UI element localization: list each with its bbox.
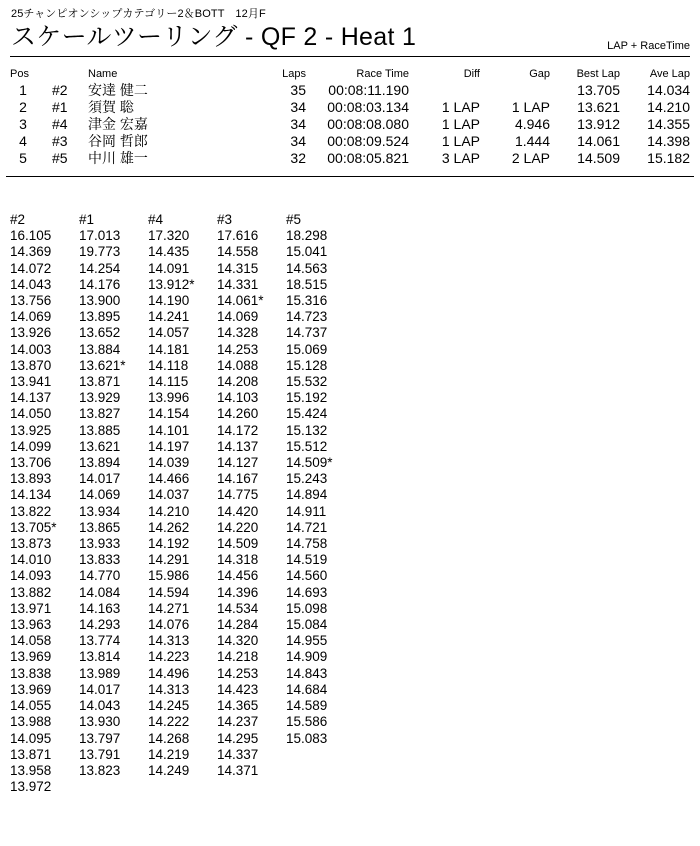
lap-time: 13.929 [79,390,121,406]
col-gap-header: Gap [529,68,550,80]
lap-time: 14.563 [286,260,328,276]
lap-time: 13.958 [10,762,52,778]
lap-time: 14.534 [217,600,259,616]
results-divider [6,176,694,177]
lap-column [79,212,148,795]
lap-time: 14.137 [217,438,259,454]
lap-time: 13.893 [10,471,52,487]
row-gap: 4.946 [514,116,550,132]
lap-time: 14.181 [148,341,190,357]
col-laps-header: Laps [282,68,306,80]
row-car-number: #2 [52,82,68,98]
row-pos: 2 [19,99,27,115]
lap-time: 13.791 [79,746,121,762]
lap-time: 14.093 [10,568,52,584]
col-race-time-header: Race Time [356,68,409,80]
lap-time: 13.838 [10,665,52,681]
row-pos: 5 [19,150,27,166]
lap-time: 14.723 [286,309,328,325]
lap-time: 14.037 [148,487,190,503]
lap-time: 14.043 [79,698,121,714]
row-car-number: #3 [52,133,68,149]
lap-time: 14.222 [148,714,190,730]
row-pos: 3 [19,116,27,132]
lap-time: 13.870 [10,357,52,373]
lap-time: 13.969 [10,649,52,665]
results-row [0,116,700,133]
report-subtitle: 25チャンピオンシップカテゴリー2＆BOTT 12月F [11,8,266,20]
lap-time: 14.223 [148,649,190,665]
lap-time: 14.057 [148,325,190,341]
lap-column [148,212,217,795]
col-diff-header: Diff [463,68,480,80]
row-best-lap: 13.912 [577,116,620,132]
lap-time: 14.758 [286,536,328,552]
lap-time: 15.128 [286,357,328,373]
lap-time: 13.774 [79,633,121,649]
lap-time: 14.684 [286,681,328,697]
row-race-time: 00:08:05.821 [327,150,409,166]
row-driver-name: 須賀 聡 [88,99,134,115]
lap-time: 14.245 [148,698,190,714]
lap-time: 14.069 [217,309,259,325]
lap-time: 14.084 [79,584,121,600]
col-ave-lap-header: Ave Lap [649,68,690,80]
lap-time: 14.293 [79,617,121,633]
lap-time: 14.210 [148,503,190,519]
row-race-time: 00:08:08.080 [327,116,409,132]
lap-time: 14.088 [217,357,259,373]
lap-time: 13.989 [79,665,121,681]
lap-time: 14.095 [10,730,52,746]
lap-time: 13.885 [79,422,121,438]
lap-column-header: #2 [10,212,26,227]
lap-time: 14.192 [148,536,190,552]
row-laps: 34 [290,99,306,115]
lap-time: 14.284 [217,617,259,633]
lap-time: 14.320 [217,633,259,649]
row-diff: 1 LAP [441,133,480,149]
row-pos: 4 [19,133,27,149]
row-pos: 1 [19,82,27,98]
lap-time: 13.621* [79,357,126,373]
lap-column-header: #1 [79,212,95,227]
lap-time: 15.041 [286,244,328,260]
lap-column [286,212,355,795]
lap-time: 14.843 [286,665,328,681]
row-gap: 1.444 [514,133,550,149]
lap-time: 14.072 [10,260,52,276]
lap-time: 13.822 [10,503,52,519]
lap-time: 14.420 [217,503,259,519]
lap-time: 14.176 [79,276,121,292]
lap-time: 14.127 [217,455,259,471]
row-ave-lap: 14.355 [647,116,690,132]
lap-time: 14.894 [286,487,328,503]
lap-time: 14.313 [148,681,190,697]
lap-time: 14.208 [217,374,259,390]
lap-time: 14.318 [217,552,259,568]
results-row [0,82,700,99]
lap-time: 14.043 [10,276,52,292]
lap-time: 15.512 [286,438,328,454]
col-best-lap-header: Best Lap [576,68,620,80]
lap-time: 14.519 [286,552,328,568]
lap-time: 14.101 [148,422,190,438]
row-ave-lap: 14.210 [647,99,690,115]
page-title: スケールツーリング - QF 2 - Heat 1 [11,23,417,51]
lap-time: 14.167 [217,471,259,487]
lap-time: 15.132 [286,422,328,438]
col-name-header: Name [88,68,118,80]
lap-time: 13.823 [79,762,121,778]
lap-time: 14.134 [10,487,52,503]
lap-time: 14.220 [217,519,259,535]
lap-time: 14.337 [217,746,259,762]
lap-time: 14.331 [217,276,259,292]
lap-column-header: #3 [217,212,233,227]
lap-time: 14.328 [217,325,259,341]
lap-time: 13.933 [79,536,121,552]
row-driver-name: 安達 健二 [88,82,148,98]
row-ave-lap: 14.034 [647,82,690,98]
lap-time: 14.069 [79,487,121,503]
lap-time: 14.737 [286,325,328,341]
row-diff: 3 LAP [441,150,480,166]
lap-time: 14.237 [217,714,259,730]
lap-time: 14.268 [148,730,190,746]
lap-time: 14.154 [148,406,190,422]
lap-time: 14.770 [79,568,121,584]
lap-time: 14.050 [10,406,52,422]
row-gap: 1 LAP [511,99,550,115]
lap-time: 14.253 [217,665,259,681]
lap-time: 14.313 [148,633,190,649]
lap-time: 14.017 [79,471,121,487]
lap-time: 14.560 [286,568,328,584]
lap-time: 13.996 [148,390,190,406]
lap-time: 15.083 [286,730,328,746]
lap-time: 14.955 [286,633,328,649]
lap-time: 14.190 [148,293,190,309]
results-row [0,150,700,167]
lap-time: 14.249 [148,762,190,778]
lap-time: 15.084 [286,617,328,633]
lap-time: 13.988 [10,714,52,730]
row-race-time: 00:08:09.524 [327,133,409,149]
lap-time: 15.098 [286,600,328,616]
lap-time: 15.316 [286,293,328,309]
results-row [0,133,700,150]
lap-time: 15.192 [286,390,328,406]
lap-time: 14.295 [217,730,259,746]
lap-time: 13.756 [10,293,52,309]
row-diff: 1 LAP [441,99,480,115]
lap-time: 14.254 [79,260,121,276]
row-car-number: #1 [52,99,68,115]
lap-time: 14.115 [148,374,189,390]
lap-time: 13.926 [10,325,52,341]
lap-time: 14.466 [148,471,190,487]
lap-time: 15.532 [286,374,328,390]
lap-time: 13.930 [79,714,121,730]
row-gap: 2 LAP [511,150,550,166]
lap-time: 14.172 [217,422,259,438]
row-best-lap: 13.705 [577,82,620,98]
lap-time: 13.894 [79,455,121,471]
lap-time: 14.911 [286,503,327,519]
lap-time: 18.515 [286,276,328,292]
row-laps: 35 [290,82,306,98]
lap-time: 13.934 [79,503,121,519]
lap-time: 13.969 [10,681,52,697]
lap-time: 13.882 [10,584,52,600]
lap-time: 19.773 [79,244,121,260]
lap-time: 14.163 [79,600,121,616]
lap-time: 13.871 [10,746,52,762]
lap-time: 13.705* [10,519,57,535]
lap-time: 14.456 [217,568,259,584]
lap-time: 14.103 [217,390,259,406]
row-driver-name: 中川 雄一 [88,150,148,166]
lap-time: 13.873 [10,536,52,552]
lap-time: 13.621 [79,438,121,454]
lap-time: 17.320 [148,228,190,244]
lap-time: 14.069 [10,309,52,325]
lap-time: 14.315 [217,260,259,276]
lap-time: 14.197 [148,438,190,454]
lap-time: 13.652 [79,325,121,341]
row-driver-name: 津金 宏嘉 [88,116,148,132]
row-diff: 1 LAP [441,116,480,132]
lap-time: 14.509* [286,455,333,471]
lap-time: 14.017 [79,681,121,697]
lap-time: 14.262 [148,519,190,535]
lap-time: 13.827 [79,406,121,422]
lap-time: 13.833 [79,552,121,568]
lap-time: 13.706 [10,455,52,471]
lap-time: 14.241 [148,309,190,325]
lap-column-header: #5 [286,212,302,227]
lap-time: 14.435 [148,244,190,260]
lap-time: 14.218 [217,649,259,665]
lap-time: 14.693 [286,584,328,600]
lap-time: 13.963 [10,617,52,633]
lap-time: 14.721 [286,519,328,535]
results-table [0,68,700,167]
lap-time: 14.496 [148,665,190,681]
lap-time: 14.076 [148,617,190,633]
row-laps: 34 [290,133,306,149]
report-mode-label: LAP + RaceTime [607,40,690,52]
lap-time: 13.871 [79,374,121,390]
lap-time: 14.137 [10,390,52,406]
header-divider [10,56,690,57]
lap-time: 15.069 [286,341,328,357]
lap-time: 13.912* [148,276,195,292]
lap-time: 16.105 [10,228,52,244]
lap-time: 14.271 [148,600,190,616]
lap-time: 17.616 [217,228,259,244]
lap-time: 13.797 [79,730,121,746]
row-ave-lap: 15.182 [647,150,690,166]
lap-time: 13.971 [10,600,52,616]
lap-time: 14.099 [10,438,52,454]
lap-time: 14.253 [217,341,259,357]
row-race-time: 00:08:11.190 [328,82,409,98]
lap-time: 13.865 [79,519,121,535]
lap-time: 14.423 [217,681,259,697]
col-pos-header: Pos [10,68,29,80]
lap-times-table [10,212,355,795]
row-driver-name: 谷岡 哲郎 [88,133,148,149]
lap-column-header: #4 [148,212,164,227]
lap-time: 13.814 [79,649,121,665]
row-race-time: 00:08:03.134 [327,99,409,115]
row-best-lap: 13.621 [577,99,620,115]
lap-time: 13.925 [10,422,52,438]
lap-column [10,212,79,795]
lap-time: 14.365 [217,698,259,714]
lap-time: 13.941 [10,374,52,390]
lap-time: 15.586 [286,714,328,730]
lap-time: 14.219 [148,746,190,762]
row-car-number: #4 [52,116,68,132]
lap-time: 14.371 [217,762,259,778]
lap-time: 14.509 [217,536,259,552]
row-best-lap: 14.061 [577,133,620,149]
lap-time: 14.091 [148,260,190,276]
lap-time: 14.909 [286,649,328,665]
lap-time: 13.884 [79,341,121,357]
lap-time: 15.243 [286,471,328,487]
lap-time: 14.594 [148,584,190,600]
lap-time: 13.900 [79,293,121,309]
lap-time: 14.558 [217,244,259,260]
lap-time: 14.061* [217,293,264,309]
lap-time: 14.291 [148,552,190,568]
lap-time: 14.396 [217,584,259,600]
lap-time: 14.058 [10,633,52,649]
row-best-lap: 14.509 [577,150,620,166]
lap-time: 14.039 [148,455,190,471]
lap-time: 15.424 [286,406,328,422]
lap-time: 17.013 [79,228,121,244]
lap-time: 18.298 [286,228,328,244]
row-laps: 34 [290,116,306,132]
row-car-number: #5 [52,150,68,166]
lap-time: 13.895 [79,309,121,325]
lap-time: 14.055 [10,698,52,714]
row-laps: 32 [290,150,306,166]
lap-time: 14.003 [10,341,52,357]
lap-time: 14.118 [148,357,189,373]
lap-time: 15.986 [148,568,190,584]
results-row [0,99,700,116]
lap-column [217,212,286,795]
row-ave-lap: 14.398 [647,133,690,149]
results-header-row [0,68,700,82]
lap-time: 14.260 [217,406,259,422]
lap-time: 14.369 [10,244,52,260]
lap-time: 14.775 [217,487,259,503]
lap-time: 14.010 [10,552,52,568]
lap-time: 14.589 [286,698,328,714]
lap-time: 13.972 [10,779,52,795]
